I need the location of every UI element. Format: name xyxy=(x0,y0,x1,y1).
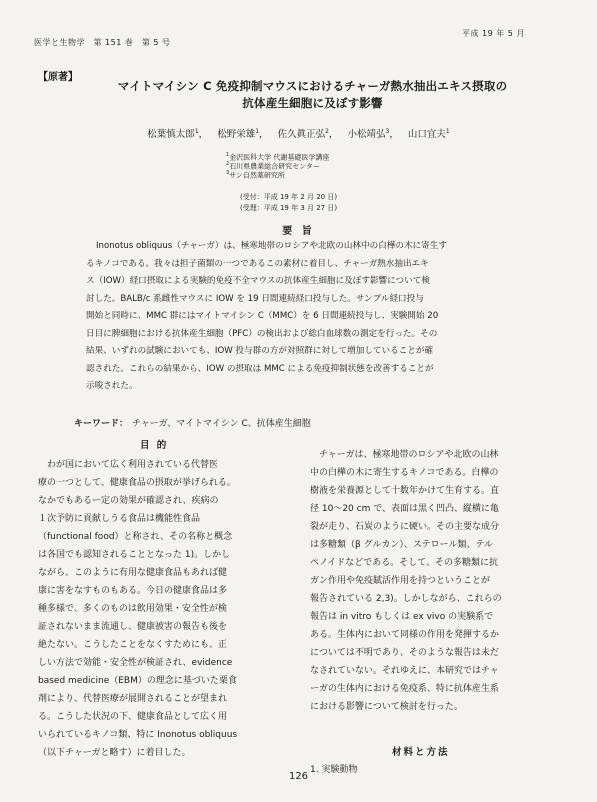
text-line: based medicine（EBM）の理念に基づいた栗食 xyxy=(38,676,237,686)
text-line: 種多様で、多くのものは飲用効果・安全性が検 xyxy=(38,604,227,614)
abstract-heading: 要 旨 xyxy=(282,226,315,237)
text-line: る。こうした状況の下、健康食品として広く用 xyxy=(38,712,228,722)
text-line: における影響について検討を行った。 xyxy=(310,702,463,712)
text-line: しい方法で効能・安全性が検証され、evidence xyxy=(38,658,233,668)
affiliation: $^3$サン自然薬研究所 xyxy=(226,170,285,180)
text-line: ある。生体内において同様の作用を発揮するか xyxy=(310,630,500,640)
text-line: は各国でも認知されることとなった 1)。しかし xyxy=(38,550,231,560)
text-line: わが国において広く利用されている代替医 xyxy=(38,460,219,470)
text-line: チャーガは、極寒地帯のロシアや北欧の山林 xyxy=(310,450,499,460)
text-line: 康に害をなすものもある。今日の健康食品は多 xyxy=(38,586,228,596)
text-line: 絶たない。こうしたことをなくすためにも、正 xyxy=(38,640,228,650)
abstract-line: ス（IOW）経口摂取による実験的免疫不全マウスの抗体産生細胞に及ぼす影響について検 xyxy=(86,276,430,286)
text-line: なかでもあるー定の効果が確認され、疾病の xyxy=(38,496,219,506)
text-line: ながら、このように有用な健康食品もあれば健 xyxy=(38,568,228,578)
text-line: については不明であり、そのような報告は未だ xyxy=(310,648,499,658)
text-line: 樹液を栄養源として十数年かけて生育する。直 xyxy=(310,486,500,496)
issue-date: 平成 19 年 5 月 xyxy=(462,29,525,38)
author: 松葉慎太郎$^1$， xyxy=(147,127,209,140)
keywords-text: チャーガ、マイトマイシン C、抗体産生細胞 xyxy=(132,419,311,429)
text-line: 剤により、代替医療が展開されることが望まれ xyxy=(38,694,228,704)
abstract-line: 示唆された。 xyxy=(86,381,138,391)
text-line: ペノイドなどである。そして、その多糖類に抗 xyxy=(310,558,499,568)
abstract-line: 討した。BALB/c 系雌性マウスに IOW を 19 日間連続経口投与した。サンプル経口投与 xyxy=(86,293,424,304)
page-number: 126 xyxy=(288,771,309,782)
intro-left-column xyxy=(38,456,286,762)
text-line: 報告は in vitro もしくは ex vivo の実験系で xyxy=(310,612,494,622)
text-line: 証されないまま流通し、健康被害の報告も後を xyxy=(38,622,228,632)
journal-header: 医学と生物学 第 151 巻 第 5 号 xyxy=(34,38,171,47)
text-line: ーガの生体内における免疫系、特に抗体産生系 xyxy=(310,684,499,694)
abstract-line: るキノコである。我々は担子菌類の一つであるこの素材に着目し、チャーガ熱水抽出エキ xyxy=(86,258,429,269)
text-line: は多糖類（β グルカン）、ステロール類、テル xyxy=(310,540,494,550)
author-list xyxy=(0,126,597,140)
text-line: 径 10～20 cm で、表面は黒く凹凸、縦横に亀 xyxy=(310,504,500,514)
text-line: なされていない。それゆえに、本研究ではチャ xyxy=(310,666,499,676)
text-line: （functional food）と称され、その名称と概念 xyxy=(38,532,233,542)
affiliation: $^1$金沢医科大学 代謝基礎医学講座 xyxy=(226,152,330,162)
abstract-line: Inonotus obliquus（チャーガ）は、極寒地帯のロシアや北欧の山林中の白樺の木に寄生す xyxy=(96,241,447,251)
article-category: 【原著】 xyxy=(38,72,78,83)
abstract-line: 結果、いずれの試験においても、IOW 投与群の方が対照群に対して増加していることが確 xyxy=(86,346,434,356)
text-line: 裂が走り、石炭のように硬い。その主要な成分 xyxy=(310,522,500,532)
abstract-line: 開始と同時に、MMC 群にはマイトマイシン C（MMC）を 6 日間連続投与し、実験開始 20 xyxy=(86,311,439,321)
article-title-line-1: マイトマイシン C 免疫抑制マウスにおけるチャーガ熱水抽出エキス摂取の xyxy=(117,79,508,93)
text-line: ガン作用や免疫賦活作用を持つということが xyxy=(310,576,491,586)
abstract-body xyxy=(86,238,526,396)
article-title-line-2: 抗体産生細胞に及ぼす影響 xyxy=(242,96,383,110)
text-line: （以下チャーガと略す）に着目した。 xyxy=(38,748,191,758)
text-line: １次予防に貢献しうる食品は機能性食品 xyxy=(38,514,201,524)
accepted-date: (受理：平成 19 年 3 月 27 日) xyxy=(240,204,338,212)
abstract-line: 日目に脾細胞における抗体産生細胞（PFC）の検出および総白血球数の測定を行った。その xyxy=(86,328,438,339)
text-line: いられているキノコ類、特に Inonotus obliquus xyxy=(38,730,238,740)
text-line: 中の白樺の木に寄生するキノコである。白樺の xyxy=(310,468,499,478)
abstract-line: 認された。これらの結果から、IOW の摂取は MMC による免疫抑制状態を改善することが xyxy=(86,363,434,374)
text-line: 療の一つとして、健康食品の摂取が挙げられる。 xyxy=(38,478,236,488)
methods-heading: 材料と方法 xyxy=(392,747,450,758)
author: 山口宜夫$^1$ xyxy=(407,127,450,140)
affiliation: $^2$石川県農業総合研究センター xyxy=(226,161,320,171)
author: 小松靖弘$^3$， xyxy=(347,127,399,140)
received-date: (受付：平成 19 年 2 月 20 日) xyxy=(240,193,338,201)
text-line: 報告されている 2,3)。しかしながら、これらの xyxy=(310,594,502,604)
keywords xyxy=(74,416,311,429)
methods-subsection: 1. 実験動物 xyxy=(310,765,358,775)
author: 佐久眞正弘$^2$， xyxy=(277,127,339,140)
keywords-label: キーワード： xyxy=(74,419,129,429)
intro-heading: 目 的 xyxy=(140,440,169,451)
author: 松野栄雄$^1$， xyxy=(217,127,269,140)
intro-right-column xyxy=(310,446,558,716)
